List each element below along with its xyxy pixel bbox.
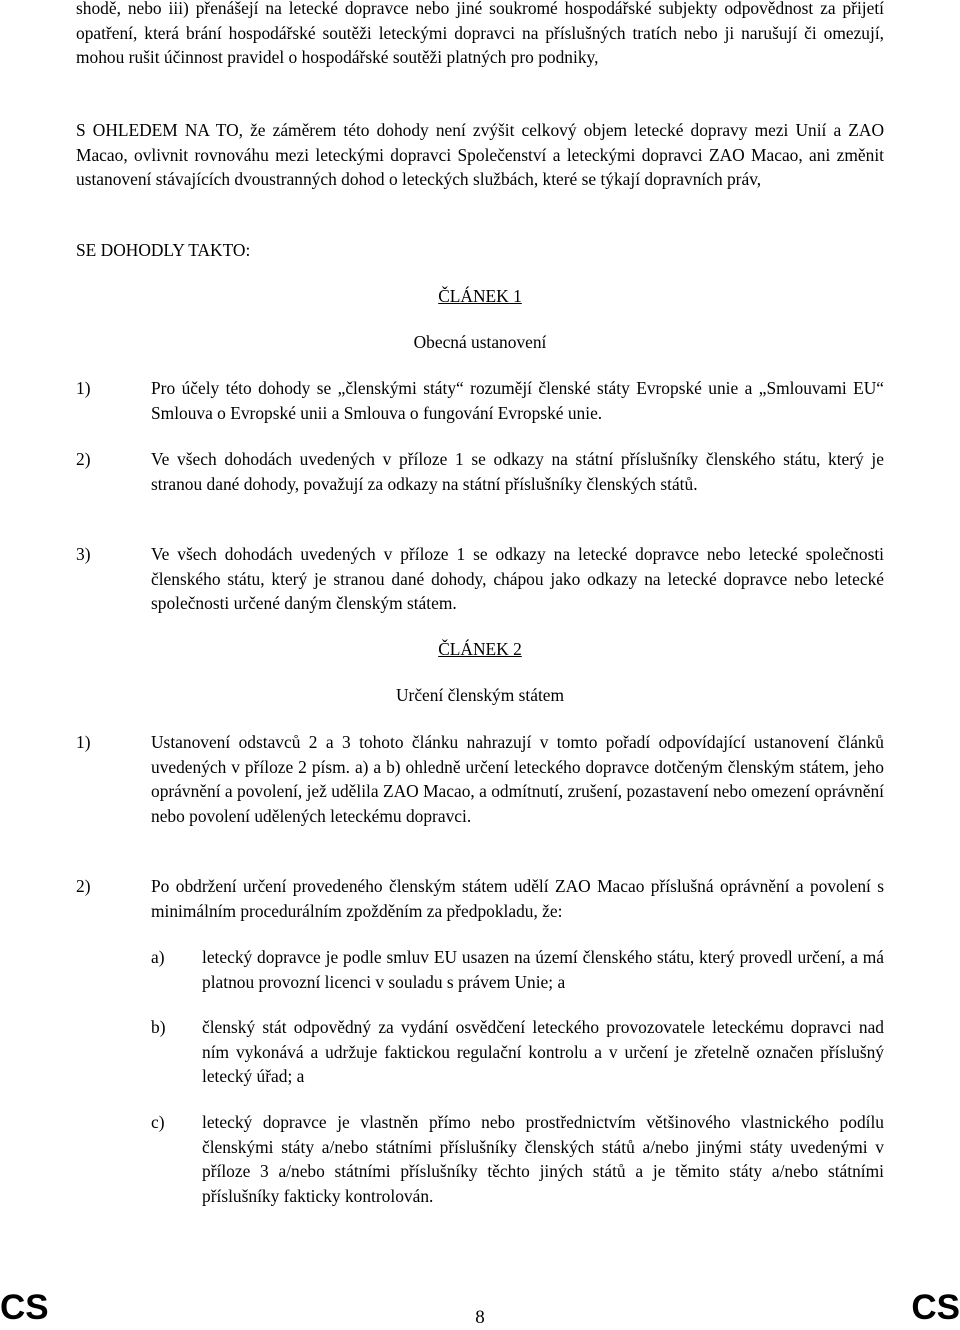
article-2-item-2	[76, 874, 884, 923]
article-2-subitem-b	[151, 1015, 884, 1089]
subitem-letter: a)	[151, 947, 165, 967]
article-2-title: Určení členským státem	[395, 685, 565, 705]
subitem-text: členský stát odpovědný za vydání osvědčení leteckého provozovatele leteckému dopravci nad ním vykonává a udržuje faktickou regulační kontrolu a v určení je zřetelně označen příslušný letecký úřad; a	[202, 1017, 884, 1086]
article-1-heading: ČLÁNEK 1	[438, 286, 522, 306]
item-text: Ustanovení odstavců 2 a 3 tohoto článku nahrazují v tomto pořadí odpovídající ustanovení článků uvedených v příloze 2 písm. a) a b) ohledně určení leteckého dopravce dotčeným členským státem, jeho oprávnění a povolení, jež udělila ZAO Macao, a odmítnutí, zrušení, pozastavení nebo omezení oprávnění nebo povolení udělených leteckému dopravci.	[151, 732, 884, 826]
article-2-subitem-a	[151, 945, 884, 994]
subitem-letter: c)	[151, 1112, 165, 1132]
intro-paragraph-2: S OHLEDEM NA TO, že záměrem této dohody není zvýšit celkový objem letecké dopravy mezi Unií a ZAO Macao, ovlivnit rovnováhu mezi leteckými dopravci Společenství a leteckými dopravci ZAO Macao, ani změnit ustanovení stávajících dvoustranných dohod o leteckých službách, které se týkají dopravních práv,	[76, 120, 884, 189]
article-1-item-3	[76, 542, 884, 616]
subitem-letter: b)	[151, 1017, 166, 1037]
item-text: Ve všech dohodách uvedených v příloze 1 se odkazy na letecké dopravce nebo letecké společnosti členského státu, který je stranou dané dohody, chápou jako odkazy na letecké dopravce nebo letecké společnosti určené daným členským státem.	[151, 544, 884, 613]
intro-paragraph-1: shodě, nebo iii) přenášejí na letecké dopravce nebo jiné soukromé hospodářské subjekty odpovědnost za přijetí opatření, která brání hospodářské soutěži leteckými dopravci na příslušných tratích nebo ji narušují či omezují, mohou rušit účinnost pravidel o hospodářské soutěži platných pro podniky,	[76, 0, 884, 67]
item-text: Po obdržení určení provedeného členským státem udělí ZAO Macao příslušná oprávnění a povolení s minimálním procedurálním zpožděním za předpokladu, že:	[151, 876, 884, 921]
article-2-heading: ČLÁNEK 2	[438, 639, 522, 659]
article-1-item-1	[76, 376, 884, 425]
language-code-right: CS	[911, 1288, 960, 1327]
item-number: 3)	[76, 544, 91, 564]
page-number: 8	[475, 1307, 485, 1328]
item-text: Pro účely této dohody se „členskými státy“ rozumějí členské státy Evropské unie a „Smlouvami EU“ Smlouva o Evropské unii a Smlouva o fungování Evropské unie.	[151, 378, 884, 423]
item-number: 2)	[76, 876, 91, 896]
item-number: 2)	[76, 449, 91, 469]
article-2-subitem-c	[151, 1110, 884, 1208]
article-1-item-2	[76, 447, 884, 496]
article-1-title: Obecná ustanovení	[413, 332, 547, 352]
subitem-text: letecký dopravce je podle smluv EU usazen na území členského státu, který provedl určení, a má platnou provozní licenci v souladu s právem Unie; a	[202, 947, 884, 992]
item-number: 1)	[76, 732, 91, 752]
item-text: Ve všech dohodách uvedených v příloze 1 se odkazy na státní příslušníky členského státu, který je stranou dané dohody, považují za odkazy na státní příslušníky členských států.	[151, 449, 884, 494]
agreement-clause: SE DOHODLY TAKTO:	[76, 240, 251, 260]
language-code-left: CS	[0, 1288, 49, 1327]
subitem-text: letecký dopravce je vlastněn přímo nebo prostřednictvím většinového vlastnického podílu členskými státy a/nebo státními příslušníky členských států a/nebo jinými státy uvedenými v příloze 3 a/nebo státními příslušníky těchto jiných států a je těmito státy a/nebo státními příslušníky fakticky kontrolován.	[202, 1112, 884, 1206]
article-2-item-1	[76, 730, 884, 828]
item-number: 1)	[76, 378, 91, 398]
